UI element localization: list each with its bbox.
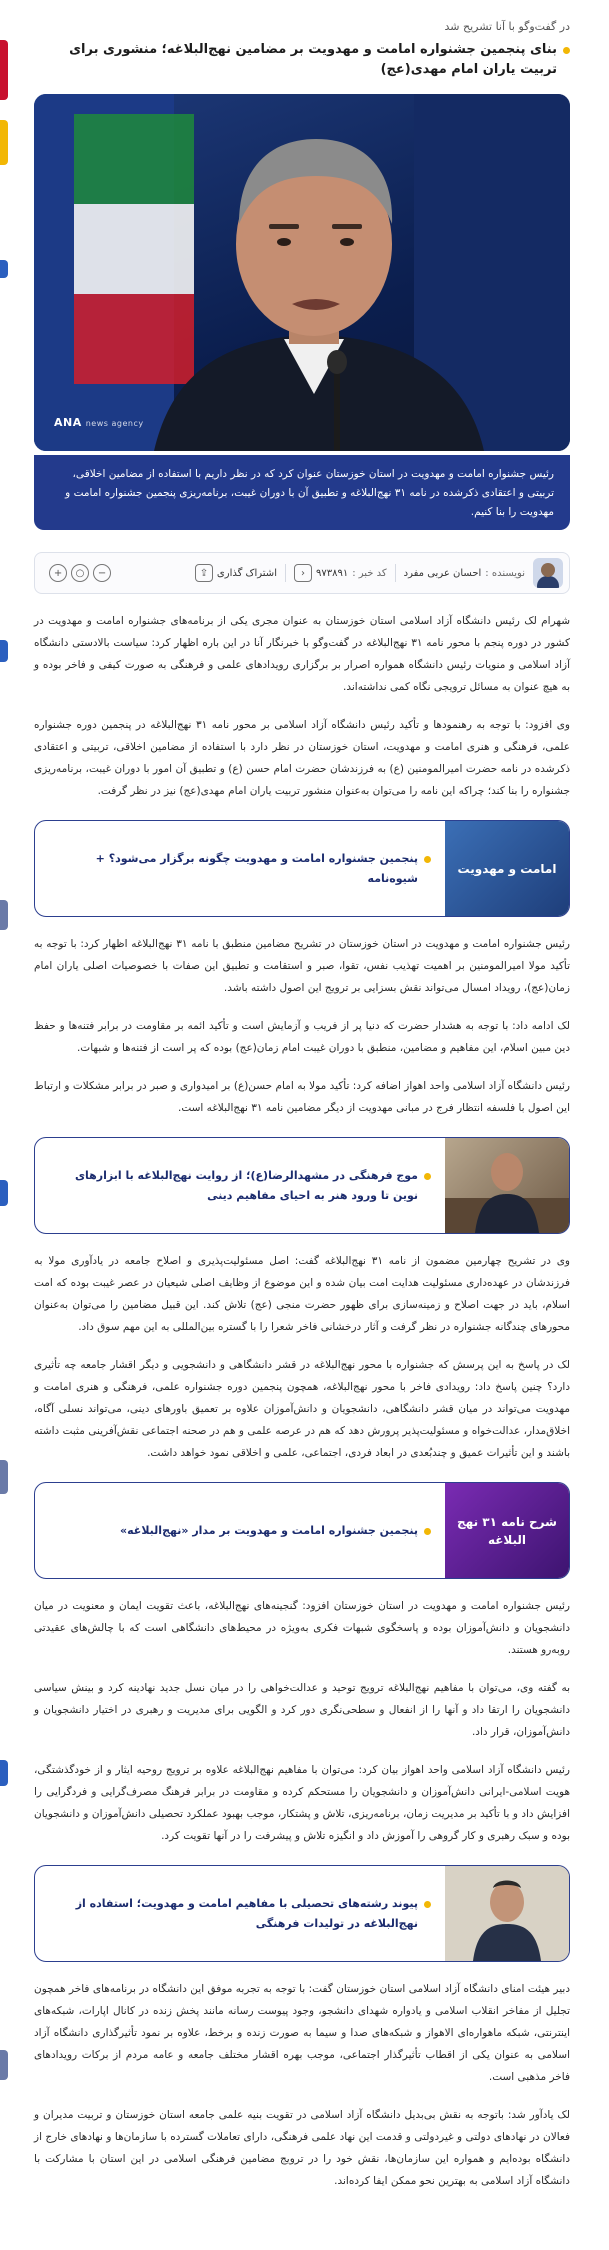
related-article-title-text: پیوند رشته‌های تحصیلی با مفاهیم امامت و مهدویت؛ استفاده از نهج‌البلاغه در تولیدات فرهنگی bbox=[75, 1896, 418, 1930]
related-thumbnail bbox=[445, 1866, 569, 1961]
related-article-title bbox=[35, 1521, 445, 1541]
speaker-photo-icon bbox=[445, 1866, 569, 1961]
photo-credit-brand: ANA bbox=[54, 416, 82, 429]
copy-link-icon[interactable]: ‹ bbox=[294, 564, 312, 582]
article-meta-toolbar bbox=[34, 552, 570, 594]
lead-caption: رئیس جشنواره امامت و مهدویت در استان خوزستان عنوان کرد که در نظر داریم با استفاده از مضامین اخلاقی، تربیتی و اعتقادی ذکرشده در نامه ۳۱ نهج‌البلاغه و تطبیق آن با دوران غیبت، برنامه‌ریزی پنجمین جشنواره امامت و مهدویت را بنا کنیم. bbox=[34, 455, 570, 530]
related-article-title bbox=[35, 849, 445, 889]
related-article-title bbox=[35, 1894, 445, 1934]
related-thumbnail bbox=[445, 821, 569, 916]
related-article-title-text: پنجمین جشنواره امامت و مهدویت چگونه برگزار می‌شود؟ + شیوه‌نامه bbox=[95, 851, 418, 885]
related-bullet-icon bbox=[424, 1528, 431, 1535]
hero-image bbox=[34, 94, 570, 451]
body-paragraph: لک ادامه داد: با توجه به هشدار حضرت که دنیا پر از فریب و آزمایش است و تأکید ائمه بر مقاومت در برابر فتنه‌ها و حفظ دین مبین اسلام، این مفاهیم و مضامین، منطبق با دوران غیبت امام زمان(عج) بوده که پر است از فتنه‌ها و شبهات. bbox=[34, 1020, 570, 1054]
news-code-label: کد خبر : bbox=[352, 567, 387, 579]
article bbox=[34, 18, 570, 2192]
body-paragraph: رئیس جشنواره امامت و مهدویت در استان خوزستان افزود: گنجینه‌های نهج‌البلاغه، باعث تقویت ایمان و معنویت در میان دانشجویان و دانش‌آموزان بوده و پاسخگوی شبهات فکری به‌ویژه در محیط‌های دانشگاهی است که با چالش‌های عقیدتی روبه‌رو هستند. bbox=[34, 1600, 570, 1656]
body-paragraph: لک در پاسخ به این پرسش که جشنواره با محور نهج‌البلاغه در قشر دانشگاهی و دانشجویی و دیگر اقشار جامعه چه تأثیری دارد؟ چنین پاسخ داد: رویدادی فاخر با محور نهج‌البلاغه، همچون پنجمین دوره جشنواره علمی، فرهنگی و هنری امامت و مهدویت می‌تواند در میان قشر دانشگاهی، دانشجویان و دانش‌آموزان علاوه بر تعمیق باورهای دینی، می‌تواند نسلی آگاه، اخلاق‌مدار، عدالت‌خواه و مسئولیت‌پذیر پرورش دهد که هم در عرصه علمی و هم در صحنه اجتماعی نقش‌آفرینی مثبت داشته باشند و این تأثیرات عمیق و چندبُعدی در ابعاد فردی، اجتماعی، علمی و اخلاقی نمود خواهد داشت. bbox=[34, 1359, 570, 1459]
share-label: اشتراک گذاری bbox=[216, 567, 277, 579]
sidebar-edge bbox=[0, 0, 10, 2250]
related-article-title-text: پنجمین جشنواره امامت و مهدویت بر مدار «نهج‌البلاغه» bbox=[120, 1523, 418, 1537]
divider bbox=[395, 564, 396, 582]
related-article-title-text: موج فرهنگی در مشهدالرضا(ع)؛ از روایت نهج‌البلاغه با ابزارهای نوین تا ورود هنر به احیای مفاهیم دینی bbox=[74, 1168, 418, 1202]
article-title bbox=[34, 40, 570, 80]
sidebar-chip bbox=[0, 260, 8, 278]
related-article-card[interactable] bbox=[34, 820, 570, 917]
author-label: نویسنده : bbox=[485, 567, 525, 579]
related-article-card[interactable] bbox=[34, 1137, 570, 1234]
author-info bbox=[396, 568, 533, 579]
sidebar-chip bbox=[0, 120, 8, 165]
related-thumbnail-text: شرح نامه ۳۱ نهج البلاغه bbox=[457, 1514, 557, 1547]
body-paragraph: وی در تشریح چهارمین مضمون از نامه ۳۱ نهج‌البلاغه گفت: اصل مسئولیت‌پذیری و اصلاح جامعه در یادآوری مولا به فرزندشان در عهده‌داری مسئولیت هدایت امت بیان شده و این موضوع از وظایف اصلی شیعیان در عصر غیبت بوده که امت اسلام، باید در جهت اصلاح و زمینه‌سازی برای ظهور حضرت منجی (عج) تلاش کند. این قبیل مضامین را می‌توان به‌عنوان محورهای چندگانه جشنواره در نظر گرفت و آثار درخشانی فاخر شعرا را با گستره بین‌المللی به این مهم سوق داد. bbox=[34, 1255, 570, 1333]
sidebar-chip bbox=[0, 40, 8, 100]
article-kicker: در گفت‌وگو با آنا تشریح شد bbox=[444, 20, 570, 33]
related-bullet-icon bbox=[424, 856, 431, 863]
news-code bbox=[286, 564, 395, 582]
sidebar-chip bbox=[0, 2050, 8, 2080]
body-paragraph: رئیس دانشگاه آزاد اسلامی واحد اهواز بیان کرد: می‌توان با مفاهیم نهج‌البلاغه علاوه بر ترویج روحیه ایثار و از خودگذشتگی، هویت اسلامی-ایرانی دانش‌آموزان و دانشجویان را مستحکم کرده و مقاومت در برابر فرهنگ مصرف‌گرایی و فردگرایی را افزایش داد و با تأکید بر مدیریت زمان، برنامه‌ریزی، تلاش و پشتکار، موجب بهبود عملکرد تحصیلی دانش‌آموزان و دانشجویان بوده و سبک رهبری و کار گروهی را آموزش داد و انگیزه تلاش و پیشرفت را در آنها تقویت کرد. bbox=[34, 1764, 570, 1842]
related-thumbnail bbox=[445, 1138, 569, 1233]
title-bullet-icon bbox=[563, 47, 570, 54]
divider bbox=[285, 564, 286, 582]
photo-credit-sub: news agency bbox=[85, 419, 144, 428]
related-bullet-icon bbox=[424, 1901, 431, 1908]
font-size-controls bbox=[41, 564, 119, 582]
sidebar-chip bbox=[0, 900, 8, 930]
body-paragraph: رئیس جشنواره امامت و مهدویت در استان خوزستان در تشریح مضامین منطبق با نامه ۳۱ نهج‌البلاغه اظهار کرد: با توجه به تأکید مولا امیرالمومنین بر اهمیت تهذیب نفس، تقوا، صبر و استقامت و تطبیق این صفات با خصوصیات اصلی یاران امام زمان(عج)، رویداد امسال می‌تواند نقش بسزایی بر ترویج این اصول داشته باشد. bbox=[34, 938, 570, 994]
zoom-out-icon[interactable]: − bbox=[93, 564, 111, 582]
search-icon[interactable]: ○ bbox=[71, 564, 89, 582]
body-paragraph: شهرام لک رئیس دانشگاه آزاد اسلامی استان خوزستان به عنوان مجری یکی از برنامه‌های جشنواره امامت و مهدویت در کشور در دوره پنجم با محور نامه ۳۱ نهج‌البلاغه در گفت‌وگو با خبرنگار آنا در این باره اظهار کرد: سیاست بالادستی دانشگاه آزاد اسلامی و منویات رئیس دانشگاه همواره اصرار بر برگزاری رویدادهای علمی و فرهنگی به صورت کیفی و فاخر بوده و به هیچ عنوان به مسائل ترویجی نگاه کمی نداشته‌اند. bbox=[34, 615, 570, 693]
author-name[interactable]: احسان عربی مفرد bbox=[403, 567, 482, 579]
related-article-card[interactable] bbox=[34, 1482, 570, 1579]
related-thumbnail-text: امامت و مهدویت bbox=[457, 861, 557, 876]
related-bullet-icon bbox=[424, 1173, 431, 1180]
body-paragraph: دبیر هیئت امنای دانشگاه آزاد اسلامی استان خوزستان گفت: با توجه به تجربه موفق این دانشگاه در برنامه‌های فاخر همچون تجلیل از مفاخر انقلاب اسلامی و یادواره شهدای دانشجو، وجود پیوست رسانه مانند پخش زنده در کانال اپارات، شبکه‌های اینترنتی، شبکه ماهواره‌ای الاهواز و شبکه‌های صدا و سیما به صورت زنده و برخط، علاوه بر نمود تأثیرگذاری دانشگاه آزاد اسلامی به عنوان یکی از اقطاب تأثیرگذار اجتماعی، موجب بهره اقشار مختلف جامعه و عامه مردم از برکات رویدادهای فاخر مذهبی است. bbox=[34, 1983, 570, 2083]
related-article-card[interactable] bbox=[34, 1865, 570, 1962]
sidebar-chip bbox=[0, 1460, 8, 1494]
share-icon: ⇪ bbox=[195, 564, 213, 582]
author-avatar[interactable] bbox=[533, 558, 563, 588]
hero-portrait-illustration bbox=[34, 94, 570, 451]
zoom-in-icon[interactable]: + bbox=[49, 564, 67, 582]
article-title-text: بنای پنجمین جشنواره امامت و مهدویت بر مضامین نهج‌البلاغه؛ منشوری برای تربیت یاران امام مهدی(عج) bbox=[69, 42, 557, 77]
related-thumbnail bbox=[445, 1483, 569, 1578]
sidebar-chip bbox=[0, 1760, 8, 1786]
share-button[interactable] bbox=[187, 564, 285, 582]
sidebar-chip bbox=[0, 1180, 8, 1206]
body-paragraph: وی افزود: با توجه به رهنمودها و تأکید رئیس دانشگاه آزاد اسلامی بر محور نامه ۳۱ نهج‌البلاغه در پنجمین دوره جشنواره علمی، فرهنگی و هنری امامت و مهدویت، استان خوزستان در نظر دارد با استفاده از مضامین اخلاقی، تربیتی و اعتقادی ذکرشده در نامه حضرت امیرالمومنین (ع) به فرزندشان حضرت امام حسن (ع) و تطبیق آن امور با دوران غیبت، برنامه‌ریزی جشنواره را بنا کند؛ چراکه این نامه را می‌توان به‌عنوان منشور تربیت یاران امام مهدی(عج) نیز در نظر گرفت. bbox=[34, 719, 570, 797]
body-paragraph: به گفته وی، می‌توان با مفاهیم نهج‌البلاغه ترویج توحید و عدالت‌خواهی را در میان نسل جدید نهادینه کرد و بینش سیاسی دانشجویان را ارتقا داد و آنها را از انفعال و سطحی‌نگری دور کرد و الگویی برای مدیریت و رهبری در اختیار دانشجویان و دانش‌آموزان، قرار داد. bbox=[34, 1682, 570, 1738]
body-paragraph: لک یادآور شد: باتوجه به نقش بی‌بدیل دانشگاه آزاد اسلامی در تقویت بنیه علمی جامعه استان خوزستان و تربیت مدیران و فعالان در نهادهای دولتی و غیردولتی و قدمت این نهاد علمی فرهنگی، دارای تعاملات گسترده با سازمان‌ها و نهادهای خارج از دانشگاه بوده‌ایم و همواره این سازمان‌ها، نقش خود را در ترویج مضامین فرهنگی اسلامی در این استان با مشارکت با دانشگاه آزاد اسلامی به بهترین نحو ممکن ایفا کرده‌اند. bbox=[34, 2109, 570, 2187]
photo-credit bbox=[54, 416, 144, 429]
related-article-title bbox=[35, 1166, 445, 1206]
speaker-photo-icon bbox=[445, 1138, 569, 1233]
news-code-value: ۹۷۳۸۹۱ bbox=[315, 567, 349, 579]
body-paragraph: رئیس دانشگاه آزاد اسلامی واحد اهواز اضافه کرد: تأکید مولا به امام حسن(ع) بر امیدواری و صبر در برابر مشکلات و ارتباط این اصول با فلسفه انتظار فرج در مبانی مهدویت از دیگر مضامین نامه ۳۱ نهج‌البلاغه است. bbox=[34, 1080, 570, 1114]
sidebar-chip bbox=[0, 640, 8, 662]
